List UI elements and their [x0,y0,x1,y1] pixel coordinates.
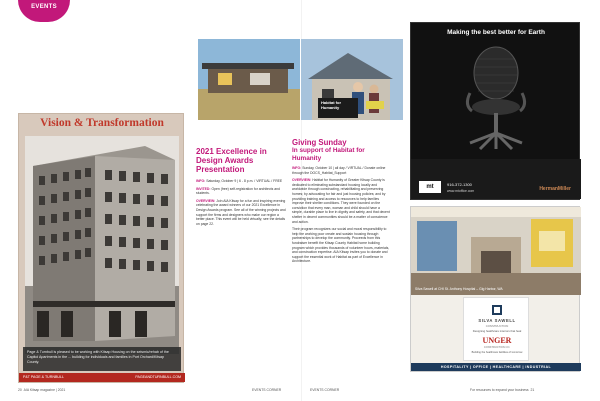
chair-ad [410,22,580,200]
excellence-invited: INVITED: Open (free) self-registration for architects and students. [196,186,280,196]
unger-tagline: Building the healthcare facilities of tomorrow [471,351,523,354]
herman-miller-logo: HermanMiller [539,186,571,192]
excellence-overview: OVERVIEW: Join AIA Kitsap for a fun and inspiring evening celebrating the award winners of our 2021 Excellence in Design Awards program. See all of the winning projects and support the firms and designers who make our region a better place. This event will be held virtually; see the details on page 22. [196,198,286,226]
office-chair-image [456,45,536,155]
giving-title: Giving Sunday [292,138,347,147]
center-right-folio: EVENTS CORNER [310,388,340,392]
vision-ad [18,113,184,383]
vision-ad-footer [19,373,185,382]
silva-sawell-ad [410,206,580,372]
silva-logo-panel [463,297,529,361]
section-tab: EVENTS [18,0,70,22]
silva-sawell-tagline: Designing healthcare interiors that heal [472,329,522,333]
center-left-folio: EVENTS CORNER [252,388,282,392]
vision-ad-brand: P&T PAGE & TURNBULL [23,375,64,379]
silva-photo-caption: Silva Sawell at CHI St. Anthony Hospital – Gig Harbor, WA [415,287,503,291]
giving-body: Their program recognizes our social and moral responsibility to help the working poor create and sustain housing through partnerships to develop the community. Proceeds from this fundraiser benefit the Kitsap County Habitat home building program which provides thousands of volunteer hours, materials, and construction expertise. AIA Kitsap invites you to donate and support the essential work of Habitat as part of Excellence in Architecture. [292,227,390,264]
right-folio: For resources to expand your business 21 [470,388,535,392]
hospital-lobby-photo [411,207,581,295]
vision-ad-title: Vision & Transformation [40,117,164,129]
vision-ad-url[interactable]: PAGEANDTURNBULL.COM [135,375,181,379]
left-folio: 20 AIA Kitsap magazine | 2021 [18,388,66,392]
chair-ad-footer [411,159,581,199]
silva-sawell-name: SILVA SAWELL [478,318,516,323]
giving-info: INFO: Sunday, October 10 | all day / VIRTUAL / Donate online through the DOCS_Habitat_Support [292,166,386,175]
unger-logo: UNGER [482,336,512,345]
habitat-logo: Habitat for Humanity [318,98,358,118]
giving-subtitle: In support of Habitat for Humanity [292,147,365,162]
excellence-article [196,147,288,226]
unger-sub: CONSTRUCTION CO. [483,346,511,349]
chair-ad-headline: Making the best better for Earth [447,29,545,36]
excellence-info: INFO: Saturday, October 9 | 6 - 8 p.m. / VIRTUAL / FREE [196,179,283,183]
chair-ad-phone: 916-372-1300 [447,182,472,187]
vision-ad-caption: Page & Turnbull is pleased to be working with Kitsap Housing on the seismic/rehab of the Capitol Apartments in the ... building for individuals and families in Port Orchard/Kitsap County. [23,347,181,371]
historic-building-photo [25,136,179,354]
silva-sawell-sub: CONSTRUCTION [485,324,509,328]
silva-sawell-logo-icon [464,304,530,316]
silva-sector-bar: HOSPITALITY | OFFICE | HEALTHCARE | INDUSTRIAL [411,363,581,371]
excellence-title: 2021 Excellence in Design Awards Presentation [196,147,267,174]
mt-logo: mt [419,181,441,193]
habitat-photo [198,39,403,120]
giving-article [292,138,390,264]
giving-overview: OVERVIEW: Habitat for Humanity of Greater Kitsap County is dedicated to eliminating substandard housing locally and worldwide through constructing, rehabilitating and preserving homes; by advocating for fair and just housing policies; and by providing training and access to resources to help families improve their shelter conditions. They were founded on the conviction that every man, woman and child should have a simple, durable place to live in dignity and safety, and that decent shelter in decent communities should be a matter of conscience and action. [292,178,390,224]
chair-ad-url[interactable]: www.mtoffice.com [447,189,475,193]
